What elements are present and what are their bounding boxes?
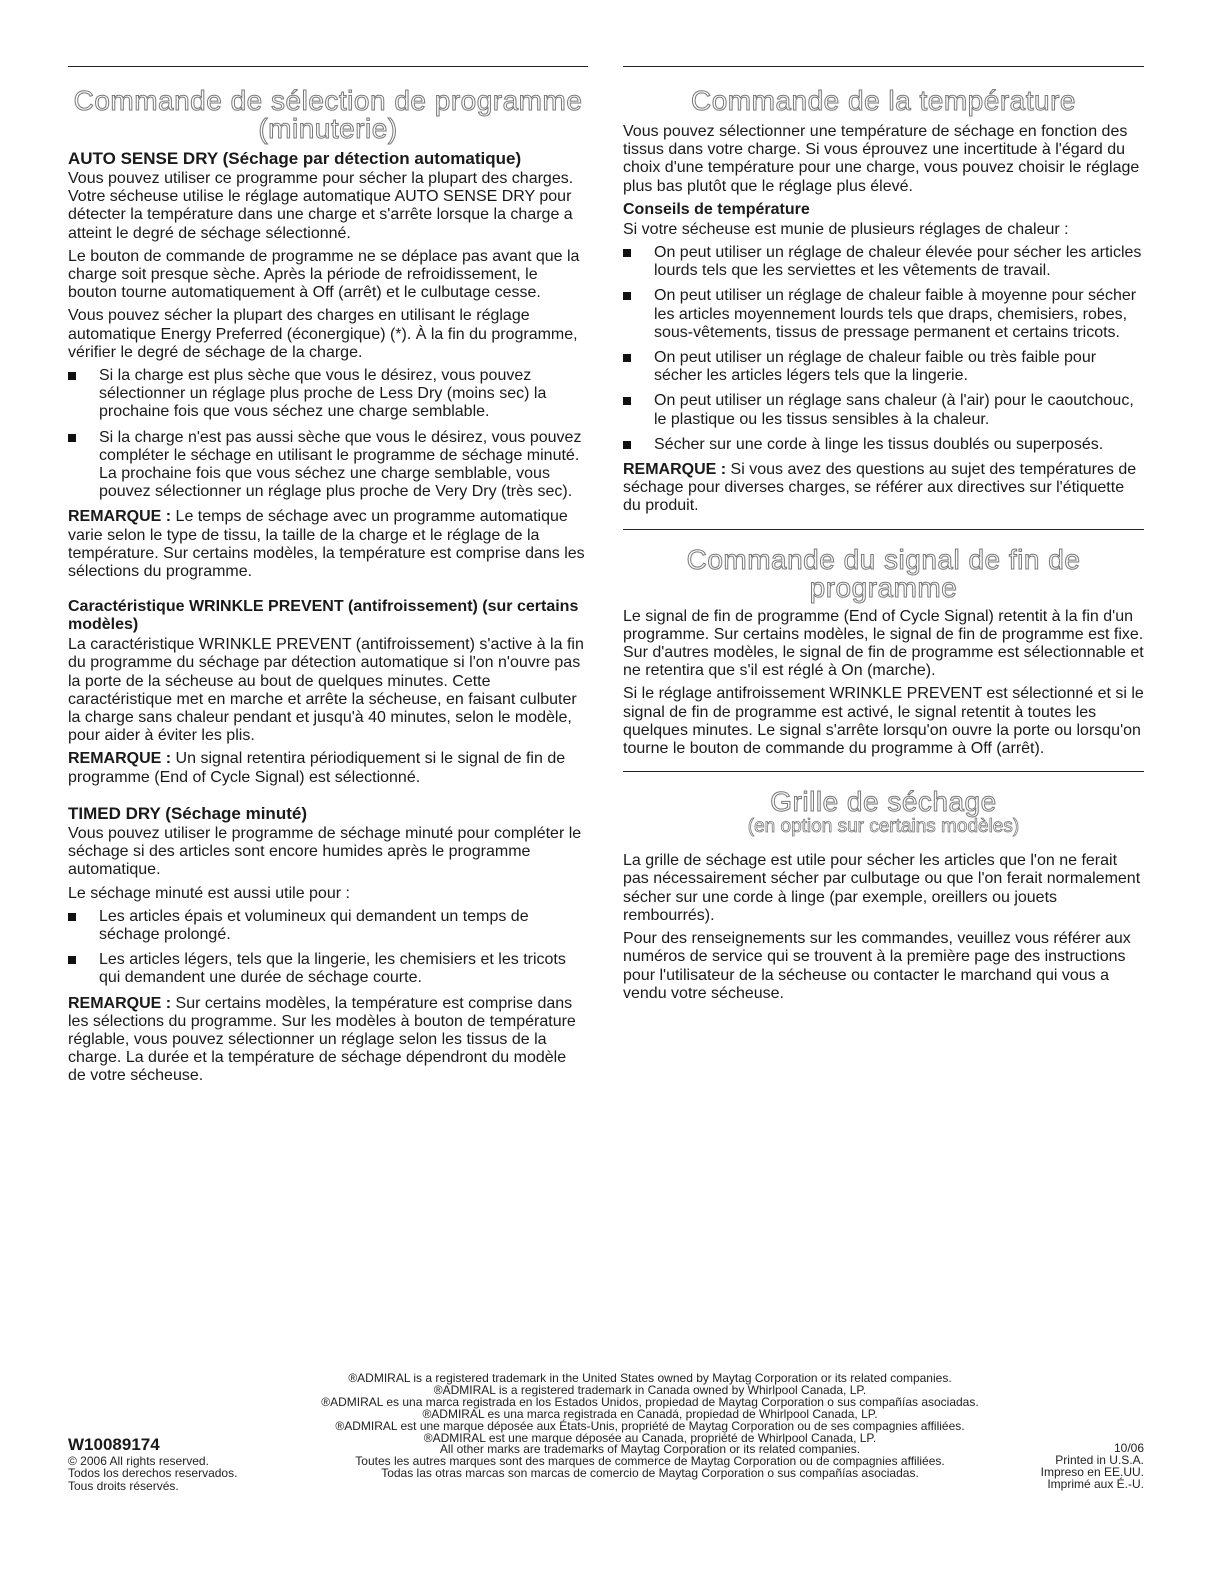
trademark-notices — [260, 1373, 1040, 1480]
drying-rack-subtitle: (en option sur certains modèles) — [747, 816, 1020, 838]
bullet-icon — [623, 441, 631, 449]
model-number: W10089174 — [68, 1435, 160, 1454]
footer — [0, 1373, 1212, 1493]
auto-sense-list — [68, 367, 588, 501]
wrinkle-prevent-note: REMARQUE : Un signal retentira périodiquement si le signal de fin de programme (End of Cycle Signal) est sélectionné. — [68, 750, 566, 786]
right-column — [623, 66, 1144, 1008]
timed-dry-list — [68, 908, 588, 988]
bullet-icon — [623, 354, 631, 362]
auto-sense-heading: AUTO SENSE DRY (Séchage par détection automatique) — [68, 149, 522, 168]
drying-rack-paragraph-2: Pour des renseignements sur les commandes, veuillez vous référer aux numéros de service qui se trouvent à la première page des instructions pour l'utilisateur de la sécheuse ou contacter le marchand qui vous a vendu votre sécheuse. — [623, 930, 1131, 1002]
timed-dry-heading: TIMED DRY (Séchage minuté) — [68, 803, 307, 823]
trademark-line: ®ADMIRAL est une marque déposée aux États-Unis, propriété de Maytag Corporation ou de ses compagnies affiliées. — [335, 1418, 965, 1433]
temperature-paragraph-2: Si votre sécheuse est munie de plusieurs réglages de chaleur : — [623, 220, 1069, 238]
list-item: Si la charge n'est pas aussi sèche que vous le désirez, vous pouvez compléter le séchage en utilisant le programme de séchage minuté. La prochaine fois que vous séchez une charge semblable, vous pouvez sélectionner un réglage plus proche de Very Dry (très sec). — [68, 429, 588, 502]
end-of-cycle-title: Commande du signal de fin de — [686, 543, 1081, 575]
end-of-cycle-paragraph-1: Le signal de fin de programme (End of Cycle Signal) retentit à la fin d'un programme. Sur certains modèles, le signal de fin de programme est fixe. Sur d'autres modèles, le signal de fin de programme est sélectionnable et ne retentira que s'il est réglé à On (marche). — [623, 607, 1144, 680]
print-info: 10/06 Printed in U.S.A. Impreso en EE.UU. Imprimé aux É.-U. — [1040, 1441, 1144, 1491]
bullet-icon — [623, 397, 631, 405]
end-of-cycle-title-line2: programme — [809, 571, 958, 603]
auto-sense-paragraph-1: Vous pouvez utiliser ce programme pour sécher la plupart des charges. Votre sécheuse utilise le réglage automatique AUTO SENSE DRY pour détecter la température dans une charge et s'arrête lorsque la charge a atteint le degré de séchage sélectionné. — [68, 170, 574, 242]
cycle-control-title: Commande de sélection de programme — [73, 85, 583, 116]
list-item: On peut utiliser un réglage de chaleur faible à moyenne pour sécher les articles moyennement lourds tels que draps, chemisiers, robes, sous-vêtements, tissus de pressage permanent et certains tricots. — [623, 287, 1144, 342]
drying-rack-paragraph-1: La grille de séchage est utile pour sécher les articles que l'on ne ferait pas nécessairement sécher par culbutage ou que l'on ferait normalement sécher sur une corde à linge (par exemple, oreillers ou jouets rembourrés). — [623, 852, 1141, 924]
trademark-line: ®ADMIRAL es una marca registrada en Canadá, propiedad de Whirlpool Canada, LP. — [422, 1406, 878, 1421]
auto-sense-note: REMARQUE : Le temps de séchage avec un programme automatique varie selon le type de tissu, la taille de la charge et le réglage de la température. Sur certains modèles, la température est comprise dans les sélections du programme. — [68, 508, 585, 581]
list-item: On peut utiliser un réglage de chaleur faible ou très faible pour sécher les articles légers tels que la lingerie. — [623, 349, 1144, 385]
list-item: Les articles légers, tels que la lingerie, les chemisiers et les tricots qui demandent une durée de séchage courte. — [68, 951, 588, 987]
list-item: Sécher sur une corde à linge les tissus doublés ou superposés. — [623, 436, 1144, 454]
trademark-line: ®ADMIRAL est une marque déposée au Canada, propriété de Whirlpool Canada, LP. — [423, 1430, 877, 1445]
auto-sense-paragraph-2: Le bouton de commande de programme ne se déplace pas avant que la charge soit presque sèche. Après la période de refroidissement, le bouton tourne automatiquement à Off (arrêt) et le culbutage cesse. — [68, 247, 580, 302]
timed-dry-note: REMARQUE : Sur certains modèles, la température est comprise dans les sélections du programme. Sur les modèles à bouton de température réglable, vous pouvez sélectionner un réglage selon les tissus de la charge. La durée et la température de séchage dépendront du modèle de votre sécheuse. — [68, 994, 576, 1085]
trademark-line: ®ADMIRAL is a registered trademark in the United States owned by Maytag Corporation or its related companies. — [348, 1371, 952, 1385]
temperature-control-title: Commande de la température — [691, 85, 1076, 116]
temperature-note: REMARQUE : Si vous avez des questions au sujet des températures de séchage pour diverses charges, se référer aux directives sur l'étiquette du produit. — [623, 461, 1137, 515]
trademark-line: ®ADMIRAL is a registered trademark in Canada owned by Whirlpool Canada, LP. — [433, 1382, 867, 1397]
list-item: On peut utiliser un réglage de chaleur élevée pour sécher les articles lourds tels que les serviettes et les vêtements de travail. — [623, 244, 1144, 280]
temperature-list — [623, 244, 1144, 454]
bullet-icon — [68, 956, 76, 964]
temperature-tips-heading: Conseils de température — [623, 200, 810, 218]
temperature-paragraph-1: Vous pouvez sélectionner une température de séchage en fonction des tissus dans votre charge. Si vous éprouvez une incertitude à l'égard du choix d'une température pour une charge, vous pouvez choisir le réglage plus bas plutôt que le réglage plus élevé. — [623, 123, 1140, 195]
timed-dry-paragraph-1: Vous pouvez utiliser le programme de séchage minuté pour compléter le séchage si des articles sont encore humides après le programme automatique. — [68, 824, 582, 879]
trademark-line: ®ADMIRAL es una marca registrada en los Estados Unidos, propiedad de Maytag Corporation o sus compañías asociadas. — [321, 1394, 979, 1409]
end-of-cycle-paragraph-2: Si le réglage antifroissement WRINKLE PREVENT est sélectionné et si le signal de fin de programme est activé, le signal retentit à toutes les quelques minutes. Le signal s'arrête lorsqu'on ouvre la porte ou lorsqu'on tourne le bouton de commande du programme à Off (arrêt). — [623, 685, 1144, 758]
auto-sense-paragraph-3: Vous pouvez sécher la plupart des charges en utilisant le réglage automatique Energy Preferred (éconergique) (*). À la fin du programme, vérifier le degré de séchage de la charge. — [68, 307, 578, 361]
print-date: 10/06 — [1113, 1441, 1144, 1455]
wrinkle-prevent-paragraph: La caractéristique WRINKLE PREVENT (antifroissement) s'active à la fin du programme du séchage par détection automatique si l'on n'ouvre pas la porte de la sécheuse au bout de quelques minutes. Cette caractéristique met en marche et arrête la sécheuse, en faisant culbuter la charge sans chaleur pendant et jusqu'à 40 minutes, selon le modèle, pour aider à éviter les plis. — [68, 636, 584, 745]
list-item: On peut utiliser un réglage sans chaleur (à l'air) pour le caoutchouc, le plastique ou les tissus sensibles à la chaleur. — [623, 392, 1144, 428]
bullet-icon — [623, 249, 631, 257]
trademark-line: Toutes les autres marques sont des marques de commerce de Maytag Corporation ou de compagnies affiliées. — [355, 1454, 945, 1469]
trademark-line: Todas las otras marcas son marcas de comercio de Maytag Corporation o sus compañías asociadas. — [381, 1466, 919, 1481]
timed-dry-paragraph-2: Le séchage minuté est aussi utile pour : — [68, 884, 350, 902]
copyright: © 2006 All rights reserved. Todos los derechos reservados. Tous droits réservés. — [68, 1454, 238, 1493]
bullet-icon — [68, 434, 76, 442]
bullet-icon — [68, 913, 76, 921]
bullet-icon — [68, 372, 76, 380]
list-item: Si la charge est plus sèche que vous le désirez, vous pouvez sélectionner un réglage plus proche de Less Dry (moins sec) la prochaine fois que vous séchez une charge semblable. — [68, 367, 588, 422]
wrinkle-prevent-heading: Caractéristique WRINKLE PREVENT (antifroissement) (sur certains modèles) — [68, 598, 579, 634]
list-item: Les articles épais et volumineux qui demandent un temps de séchage prolongé. — [68, 908, 588, 944]
cycle-control-title-line2: (minuterie) — [258, 113, 398, 144]
drying-rack-title: Grille de séchage — [770, 786, 997, 818]
bullet-icon — [623, 292, 631, 300]
left-column — [68, 66, 588, 1091]
trademark-line: All other marks are trademarks of Maytag Corporation or its related companies. — [439, 1442, 861, 1457]
